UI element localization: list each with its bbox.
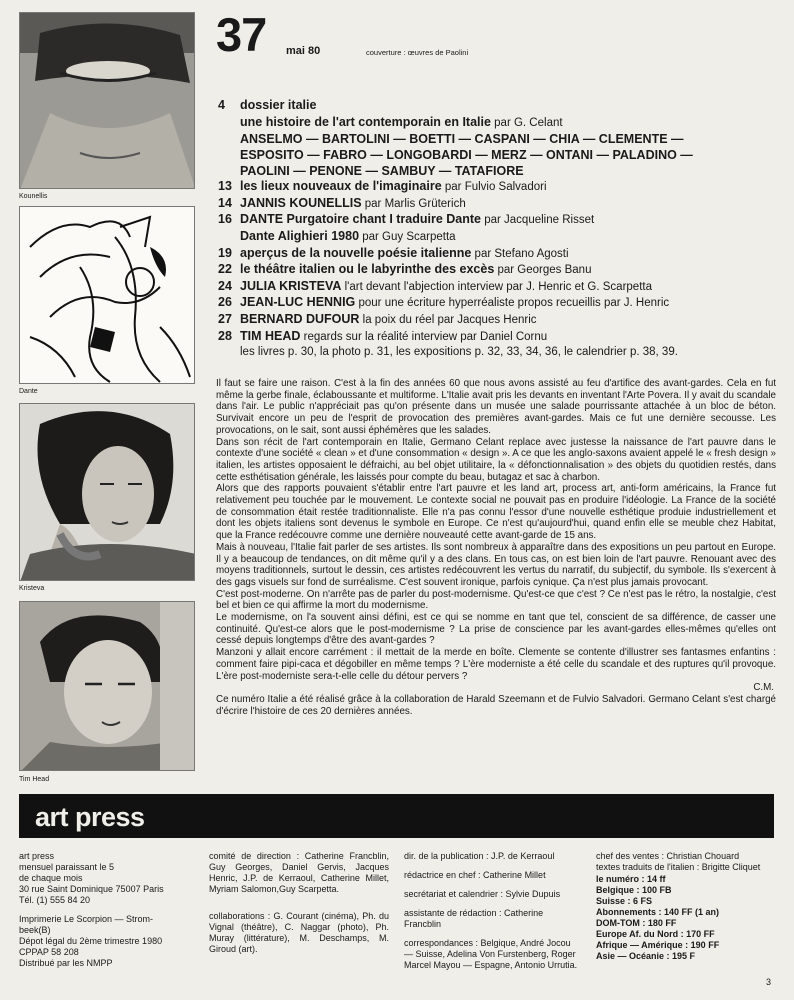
toc-page-number: 4 xyxy=(218,98,225,112)
toc-item-title: Dante Alighieri 1980 xyxy=(240,228,360,243)
price-item: Suisse : 6 FS xyxy=(596,896,653,906)
toc-item-title: BERNARD DUFOUR xyxy=(240,311,360,326)
issue-date: mai 80 xyxy=(286,45,321,57)
editorial-article xyxy=(216,378,776,717)
masthead-publisher: dir. de la publication : J.P. de Kerraoul xyxy=(404,851,555,861)
toc-page-number: 22 xyxy=(218,262,232,277)
toc-item-title: JEAN-LUC HENNIG xyxy=(240,295,356,310)
article-signature: C.M. xyxy=(753,682,774,694)
toc-page-number: 27 xyxy=(218,311,232,326)
masthead-line: art press xyxy=(19,851,55,861)
toc-artists-line: ESPOSITO — FABRO — LONGOBARDI — MERZ — ONTANI — PALADINO — xyxy=(240,148,693,163)
toc-artists-line: PAOLINI — PENONE — SAMBUY — TATAFIORE xyxy=(240,164,524,179)
masthead-translator: textes traduits de l'italien : Brigitte Cliquet xyxy=(596,862,761,872)
caption-kounellis: Kounellis xyxy=(19,193,48,200)
masthead-assistant: assistante de rédaction : Catherine Francblin xyxy=(404,908,544,929)
toc-item-rest: l'art devant l'abjection interview par J. Henric et G. Scarpetta xyxy=(344,280,652,293)
dante-illustration-image xyxy=(20,207,195,384)
art-press-banner: art press xyxy=(19,794,774,838)
toc-item-rest: regards sur la réalité interview par Daniel Cornu xyxy=(303,330,548,343)
price-item: le numéro : 14 ff xyxy=(596,874,666,884)
toc-dossier-sub xyxy=(218,115,788,132)
masthead-editor: rédactrice en chef : Catherine Millet xyxy=(404,870,546,880)
toc-page-number: 13 xyxy=(218,179,232,194)
kristeva-photo xyxy=(19,403,195,581)
caption-tim-head: Tim Head xyxy=(19,776,50,783)
article-paragraph: Manzoni y allait encore carrément : il mettait de la merde en boîte. Clemente se contente d'illustrer ses fantasmes enfantins : comment faire pipi-caca et dégobiller en même temps ? L'ère moderniste a été celle du scandale et des ruptures qu'il provoque. L'ère post-moderniste sera-t-elle celle du détour pervers ? xyxy=(216,647,776,682)
masthead-line: Dépot légal du 2ème trimestre 1980 xyxy=(19,936,163,946)
toc-item xyxy=(218,329,788,346)
toc-dossier-title: dossier italie xyxy=(240,98,317,112)
price-item: Belgique : 100 FB xyxy=(596,885,672,895)
toc-artists-line: ANSELMO — BARTOLINI — BOETTI — CASPANI — CHIA — CLEMENTE — xyxy=(240,132,684,147)
masthead-line: CPPAP 58 208 xyxy=(19,947,79,957)
tim-head-photo xyxy=(19,601,195,771)
caption-kristeva: Kristeva xyxy=(19,585,45,592)
toc-item xyxy=(218,246,788,263)
cover-note: couverture : œuvres de Paolini xyxy=(366,48,469,57)
masthead-line: mensuel paraissant le 5 xyxy=(19,862,115,872)
toc-dossier-sub-title: une histoire de l'art contemporain en Italie xyxy=(240,114,491,129)
toc-item-rest: la poix du réel par Jacques Henric xyxy=(362,313,537,326)
toc-page-number: 16 xyxy=(218,212,232,227)
masthead-col-sales xyxy=(596,851,776,962)
masthead-line: Distribué par les NMPP xyxy=(19,958,113,968)
article-credits: Ce numéro Italie a été réalisé grâce à la collaboration de Harald Szeemann et de Fulvio Salvadori. Germano Celant s'est chargé d'écrire l'histoire de ces 20 dernières années. xyxy=(216,693,776,717)
toc-page-number: 14 xyxy=(218,195,232,210)
price-item: Asie — Océanie : 195 F xyxy=(596,951,696,961)
masthead-line: Imprimerie Le Scorpion — Strom- xyxy=(19,914,154,924)
toc-item-title: les lieux nouveaux de l'imaginaire xyxy=(240,179,442,194)
masthead-correspondents: correspondances : Belgique, André Jocou — Suisse, Adelina Von Furstenberg, Roger Marcel Mayou — Espagne, Antonio Urrutia. xyxy=(404,938,578,970)
masthead-line: 30 rue Saint Dominique 75007 Paris xyxy=(19,884,164,894)
toc-item xyxy=(218,279,788,296)
toc-page-number: 24 xyxy=(218,278,232,293)
toc-page-number: 28 xyxy=(218,328,232,343)
masthead-col-publication xyxy=(19,851,197,969)
toc-item-rest: par Guy Scarpetta xyxy=(362,230,456,243)
page-number: 3 xyxy=(766,977,772,987)
tim-head-portrait-image xyxy=(20,602,195,771)
article-paragraph: Le modernisme, on l'a souvent ainsi défini, est ce qui se nomme en tant que tel, conscient de sa différence, de casser une continuité. Qu'est-ce alors que le post-modernisme ? La prise de conscience par les avant-gardes elles-mêmes qu'elles ont cessé depuis longtemps d'être des avant-gardes ? xyxy=(216,612,776,647)
article-paragraph: C'est post-moderne. On n'arrête pas de parler du post-modernisme. Qu'est-ce que c'est ? Ce n'est pas le rétro, la nostalgie, c'est bel et bien ce qui affirme la mort du modernisme. xyxy=(216,588,776,612)
toc-item-title: le théâtre italien ou le labyrinthe des excès xyxy=(240,262,495,277)
toc-item xyxy=(218,196,788,213)
price-item: DOM-TOM : 180 FF xyxy=(596,918,677,928)
masthead-collaborations: collaborations : G. Courant (cinéma), Ph. du Vignal (théâtre), C. Naggar (photo), Ph. Muray (littérature), M. Deschamps, M. Giroud (art). xyxy=(209,911,389,954)
toc-item-title: DANTE Purgatoire chant I traduire Dante xyxy=(240,212,482,227)
kounellis-portrait-image xyxy=(20,13,195,189)
toc-item-rest: par Stefano Agosti xyxy=(474,247,569,260)
kristeva-portrait-image xyxy=(20,404,195,581)
article-paragraph: Alors que des rapports pouvaient s'établir entre l'art pauvre et les land art, process art, anti-form américains, la France fut relativement peu touchée par le mouvement. Le contexte social ne pouvait pas en produire l'idéologie. La France de la société de consommation était restée traditionnaliste. Elle n'a pas connu l'essor d'une nouvelle esthétique produie industriellement et dont les objets italiens sont devenus le symbole en Europe. Ce n'est qu'aujourd'hui, quand enfin elle se meuble chez Habitat, que la France redécouvre comme une dernière nouveauté cette avant-garde de 15 ans. xyxy=(216,483,776,542)
toc-item xyxy=(218,312,788,329)
table-of-contents xyxy=(218,98,788,361)
masthead-line: Tél. (1) 555 84 20 xyxy=(19,895,91,905)
masthead-line: de chaque mois xyxy=(19,873,83,883)
price-item: Abonnements : 140 FF (1 an) xyxy=(596,907,720,917)
masthead-comite: comité de direction : Catherine Francblin, Guy Georges, Daniel Gervis, Jacques Henric, J.P. de Kerraoul, Catherine Millet, Myriam Salomon,Guy Scarpetta. xyxy=(209,851,389,894)
toc-item-title: JULIA KRISTEVA xyxy=(240,278,342,293)
masthead-col-redaction xyxy=(404,851,582,971)
price-list xyxy=(596,874,776,962)
toc-item-rest: pour une écriture hyperréaliste propos recueillis par J. Henric xyxy=(358,297,670,310)
toc-item-title: JANNIS KOUNELLIS xyxy=(240,195,362,210)
masthead-secretariat: secrétariat et calendrier : Sylvie Dupuis xyxy=(404,889,561,899)
toc-item-title: TIM HEAD xyxy=(240,328,301,343)
toc-item-rest: par Georges Banu xyxy=(497,264,592,277)
caption-dante: Dante xyxy=(19,388,38,395)
article-paragraph: Il faut se faire une raison. C'est à la fin des années 60 que nous avons assisté au feu d'artifice des avant-gardes. Cela en fut même la gerbe finale, éclaboussante et multiforme. L'Italie avait pris les devants en inventant l'Arte Povera. Il y avait du scandale dans l'air. Le public n'appréciait pas qu'on présente dans un musée une salade pourrissante attachée à un bloc de béton. Survivait encore un peu de l'esprit de provocation des premières avant-gardes. Mais ce fut une dernière secousse. Les provocations, on le sait, sont aussi éphémères que les salades. xyxy=(216,378,776,436)
toc-item-rest: par Fulvio Salvadori xyxy=(444,181,547,194)
price-item: Afrique — Amérique : 190 FF xyxy=(596,940,720,950)
toc-page-number: 19 xyxy=(218,245,232,260)
article-paragraph: Dans son récit de l'art contemporain en Italie, Germano Celant replace avec justesse la naissance de l'art pauvre dans le contexte d'une société « clean » et d'une consommation « design ». A ce que les anglo-saxons avaient appelé le « fresh design » italien, les artistes opposaient le défraichi, au bel objet utilitaire, la « défonctionnalisation » des objets du quotidien restés, dans cette esthétisation générale, les laissés pour compte du beau, butagaz et sac à charbon. xyxy=(216,436,776,483)
article-paragraph: Mais à nouveau, l'Italie fait parler de ses artistes. Ils sont nombreux à apparaître dans des expositions un peu partout en Europe. Il y a beaucoup de tendances, on dit même qu'il y a des clans. En tous cas, on est bien loin de l'art pauvre. Renouant avec des moyens traditionnels, surtout le dessin, ces artistes redécouvrent les vertus du narratif, du subjectif, du symbole. Ils s'exercent à des gags visuels sur fond de surréalisme. C'est souvent ironique, parfois cynique. Ça n'est plus jamais provocant. xyxy=(216,541,776,588)
masthead-line: beek(B) xyxy=(19,925,51,935)
toc-item-extra xyxy=(218,229,788,246)
toc-misc: les livres p. 30, la photo p. 31, les expositions p. 32, 33, 34, 36, le calendrier p. 38, 39. xyxy=(240,346,678,359)
masthead-col-direction xyxy=(209,851,389,955)
kounellis-photo xyxy=(19,12,195,189)
masthead-sales-head: chef des ventes : Christian Chouard xyxy=(596,851,740,861)
toc-item xyxy=(218,179,788,196)
toc-item-rest: par Marlis Grüterich xyxy=(364,197,466,210)
toc-item-title: aperçus de la nouvelle poésie italienne xyxy=(240,245,472,260)
price-item: Europe Af. du Nord : 170 FF xyxy=(596,929,715,939)
toc-item xyxy=(218,295,788,312)
toc-item xyxy=(218,212,788,229)
toc-dossier-sub-author: par G. Celant xyxy=(494,116,563,129)
toc-page-number: 26 xyxy=(218,295,232,310)
toc-item-rest: par Jacqueline Risset xyxy=(484,214,595,227)
issue-number: 37 xyxy=(216,8,267,61)
dante-drawing xyxy=(19,206,195,384)
toc-item xyxy=(218,262,788,279)
toc-dossier xyxy=(218,98,788,115)
